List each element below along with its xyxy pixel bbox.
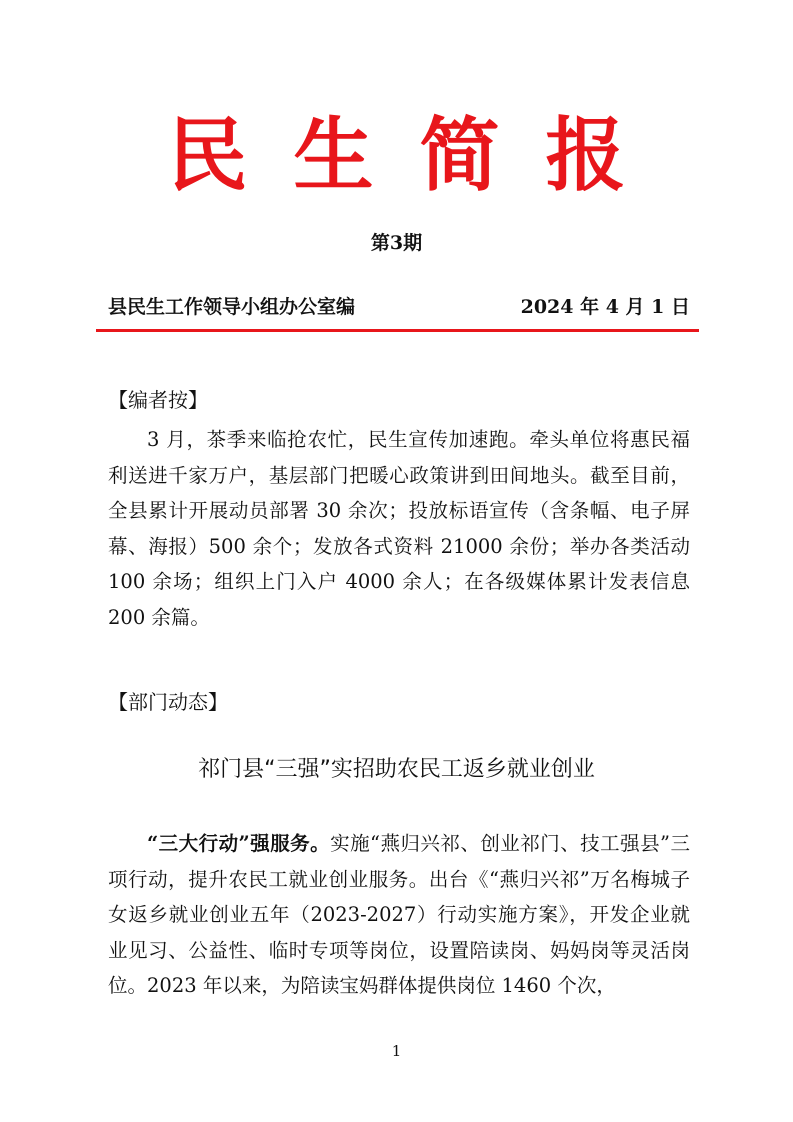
masthead-char: 报	[545, 107, 626, 202]
red-divider	[96, 329, 699, 332]
department-heading: 【部门动态】	[108, 690, 228, 714]
editor-office: 县民生工作领导小组办公室编	[108, 296, 356, 318]
page-number: 1	[391, 1042, 402, 1060]
article-text: 实施“燕归兴祁、创业祁门、技工强县”三项行动，提升农民工就业创业服务。出台《“燕归兴祁”万名梅城子女返乡就业创业五年（2023-2027）行动实施方案》，开发企业就业见习、公益性、临时专项等岗位，设置陪读岗、妈妈岗等灵活岗位。2023 年以来，为陪读宝妈群体提供岗位 1460 个次，	[108, 832, 690, 997]
masthead-char: 生	[293, 107, 374, 202]
editor-note-text: 3 月，茶季来临抢农忙，民生宣传加速跑。牵头单位将惠民福利送进千家万户，基层部门把暖心政策讲到田间地头。截至目前，全县累计开展动员部署 30 余次；投放标语宣传（含条幅、电子屏幕、海报）500 余个；发放各式资料 21000 余份；举办各类活动 100 余场；组织上门入户 4000 余人；在各级媒体累计发表信息 200 余篇。	[108, 428, 690, 629]
masthead-char: 民	[167, 107, 248, 202]
publish-date: 2024 年 4 月 1 日	[520, 296, 690, 318]
article-title: 祁门县“三强”实招助农民工返乡就业创业	[198, 757, 595, 782]
editor-line	[108, 292, 690, 322]
masthead-char: 简	[419, 107, 500, 202]
issue-number: 第3期	[370, 232, 423, 254]
article-lead: “三大行动”强服务。	[147, 832, 331, 855]
masthead-title	[0, 100, 793, 202]
editor-note-heading: 【编者按】	[108, 388, 208, 412]
editor-note-paragraph	[108, 422, 690, 635]
article-paragraph	[108, 826, 690, 1004]
